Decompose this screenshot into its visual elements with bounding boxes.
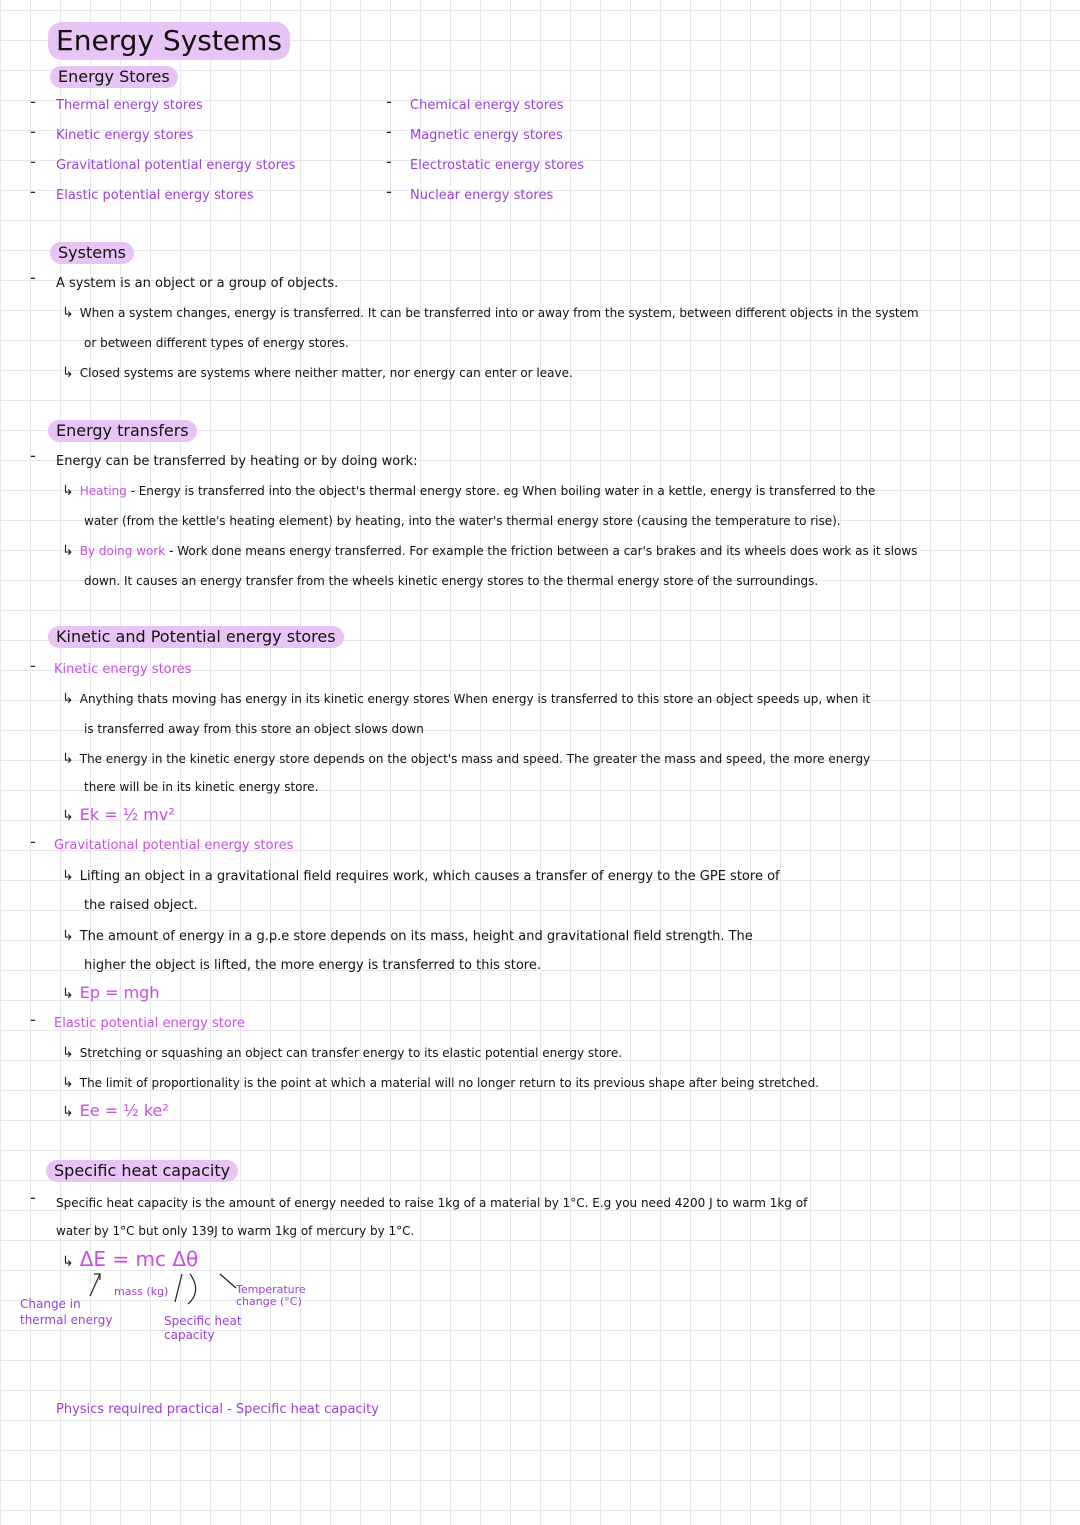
- kinetic-heading: Kinetic energy stores: [54, 662, 192, 677]
- bullet-dash: -: [386, 122, 392, 141]
- transfers-intro: Energy can be transferred by heating or by doing work:: [56, 454, 418, 469]
- kinetic-line: ↳ Anything thats moving has energy in its kinetic energy stores When energy is transferred to this store an object speeds up, when it: [62, 691, 871, 707]
- systems-line: A system is an object or a group of objects.: [56, 276, 339, 291]
- store-item: Magnetic energy stores: [410, 128, 563, 143]
- bullet-dash: -: [30, 122, 36, 141]
- shc-formula: ↳ ΔE = mc Δθ: [62, 1247, 199, 1271]
- heating-line: ↳ Heating - Energy is transferred into the object's thermal energy store. eg When boiling water in a kettle, energy is transferred to the: [62, 483, 876, 499]
- elastic-heading: Elastic potential energy store: [54, 1016, 245, 1031]
- systems-heading: Systems: [50, 242, 134, 264]
- label-mass: mass (kg): [114, 1285, 169, 1298]
- store-item: Nuclear energy stores: [410, 188, 554, 203]
- label-specific-heat: Specific heat capacity: [164, 1314, 242, 1342]
- work-line: ↳ By doing work - Work done means energy transferred. For example the friction between a car's brakes and its wheels does work as it slows: [62, 543, 918, 559]
- kinetic-line: there will be in its kinetic energy store.: [84, 780, 319, 794]
- label-change-thermal: Change in thermal energy: [20, 1297, 113, 1327]
- bullet-dash: -: [30, 92, 36, 111]
- gpe-line: ↳ Lifting an object in a gravitational field requires work, which causes a transfer of energy to the GPE store of: [62, 868, 780, 884]
- systems-line: ↳ When a system changes, energy is transferred. It can be transferred into or away from the system, between different objects in the system: [62, 305, 919, 321]
- kp-heading: Kinetic and Potential energy stores: [48, 626, 344, 648]
- shc-line: Specific heat capacity is the amount of energy needed to raise 1kg of a material by 1°C. E.g you need 4200 J to warm 1kg of: [56, 1196, 808, 1210]
- bullet-dash: -: [386, 182, 392, 201]
- work-line: down. It causes an energy transfer from the wheels kinetic energy stores to the thermal energy store of the surroundings.: [84, 574, 819, 588]
- label-temperature: Temperature change (°C): [236, 1283, 306, 1308]
- page-title: Energy Systems: [48, 22, 290, 60]
- kinetic-line: ↳ The energy in the kinetic energy store depends on the object's mass and speed. The greater the mass and speed, the more energy: [62, 751, 871, 767]
- systems-line: or between different types of energy stores.: [84, 336, 349, 350]
- bullet-dash: -: [30, 656, 36, 675]
- practical-heading: Physics required practical - Specific heat capacity: [56, 1402, 379, 1417]
- gpe-heading: Gravitational potential energy stores: [54, 838, 294, 853]
- gpe-line: the raised object.: [84, 898, 198, 913]
- elastic-formula: ↳ Ee = ½ ke²: [62, 1101, 169, 1120]
- bullet-dash: -: [30, 182, 36, 201]
- bullet-dash: -: [30, 446, 36, 465]
- store-item: Kinetic energy stores: [56, 128, 194, 143]
- energy-transfers-heading: Energy transfers: [48, 420, 197, 442]
- heating-line: water (from the kettle's heating element) by heating, into the water's thermal energy store (causing the temperature to rise).: [84, 514, 841, 528]
- store-item: Elastic potential energy stores: [56, 188, 254, 203]
- shc-line: water by 1°C but only 139J to warm 1kg of mercury by 1°C.: [56, 1224, 415, 1238]
- store-item: Thermal energy stores: [56, 98, 203, 113]
- store-item: Gravitational potential energy stores: [56, 158, 296, 173]
- gpe-formula: ↳ Ep = mgh: [62, 983, 160, 1002]
- shc-heading: Specific heat capacity: [46, 1160, 238, 1182]
- bullet-dash: -: [386, 92, 392, 111]
- elastic-line: ↳ The limit of proportionality is the point at which a material will no longer return to its previous shape after being stretched.: [62, 1075, 819, 1091]
- systems-line: ↳ Closed systems are systems where neither matter, nor energy can enter or leave.: [62, 365, 573, 381]
- energy-stores-heading: Energy Stores: [50, 66, 178, 88]
- elastic-line: ↳ Stretching or squashing an object can transfer energy to its elastic potential energy store.: [62, 1045, 623, 1061]
- bullet-dash: -: [30, 832, 36, 851]
- kinetic-formula: ↳ Ek = ½ mv²: [62, 805, 175, 824]
- store-item: Chemical energy stores: [410, 98, 564, 113]
- bullet-dash: -: [30, 1188, 36, 1207]
- bullet-dash: -: [386, 152, 392, 171]
- kinetic-line: is transferred away from this store an object slows down: [84, 722, 424, 736]
- bullet-dash: -: [30, 268, 36, 287]
- store-item: Electrostatic energy stores: [410, 158, 584, 173]
- gpe-line: ↳ The amount of energy in a g.p.e store depends on its mass, height and gravitational field strength. The: [62, 928, 753, 944]
- gpe-line: higher the object is lifted, the more energy is transferred to this store.: [84, 958, 541, 973]
- bullet-dash: -: [30, 1010, 36, 1029]
- bullet-dash: -: [30, 152, 36, 171]
